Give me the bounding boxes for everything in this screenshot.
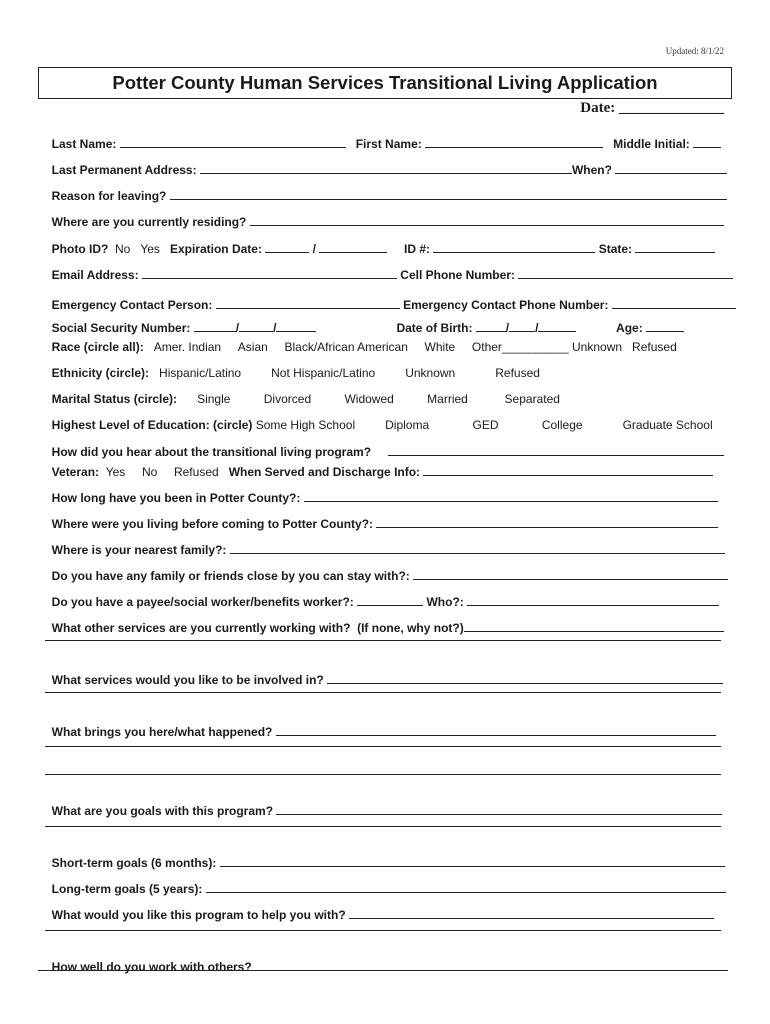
education-option[interactable]: GED [472,418,499,432]
marital-row [45,378,560,406]
friends-row [45,554,728,583]
reason-row [45,174,727,203]
race-option[interactable]: White [424,340,456,354]
race-label: Race (circle all): [51,340,144,354]
dob-label: Date of Birth: [396,321,473,335]
brings-label: What brings you here/what happened? [51,725,273,739]
goals-input[interactable] [276,803,722,815]
marital-option[interactable]: Divorced [263,392,312,406]
family-label: Where is your nearest family?: [51,543,227,557]
last-name-label: Last Name: [51,137,117,151]
id-number-input[interactable] [433,241,595,253]
brings-row [45,710,716,739]
ethnicity-option[interactable]: Refused [495,366,540,380]
answer-line[interactable] [45,930,721,931]
ethnicity-option[interactable]: Not Hispanic/Latino [271,366,376,380]
answer-line[interactable] [45,746,721,747]
cell-phone-label: Cell Phone Number: [400,268,515,282]
expiration-label: Expiration Date: [169,242,262,256]
like-services-label: What services would you like to be involved in? [51,673,324,687]
ssn-row: Social Security Number: / / Date of Birth: / / Age: [45,306,684,335]
answer-line[interactable] [45,692,721,693]
photo-id-yes[interactable]: Yes [140,242,160,256]
long-term-row [45,867,726,896]
how-long-input[interactable] [304,490,718,502]
race-option[interactable]: Refused [632,340,677,354]
goals-label: What are you goals with this program? [51,804,274,818]
friends-input[interactable] [413,568,728,580]
who-label: Who?: [426,595,464,609]
state-input[interactable] [635,241,715,253]
when-label: When? [571,163,612,177]
education-option[interactable]: Some High School [255,418,356,432]
name-row [45,122,721,151]
veteran-option[interactable]: No [141,465,158,479]
how-long-row [45,476,718,505]
marital-label: Marital Status (circle): [51,392,178,406]
family-input[interactable] [230,542,725,554]
expiration-month-input[interactable] [265,241,309,253]
marital-option[interactable]: Widowed [344,392,394,406]
id-number-label: ID #: [404,242,431,256]
education-option[interactable]: College [541,418,583,432]
marital-option[interactable]: Separated [504,392,560,406]
how-long-label: How long have you been in Potter County?: [51,491,301,505]
long-term-input[interactable] [206,881,726,893]
education-option[interactable]: Diploma [385,418,430,432]
before-input[interactable] [376,516,718,528]
reason-label: Reason for leaving? [51,189,167,203]
race-option[interactable]: Asian [237,340,268,354]
first-name-input[interactable] [425,136,603,148]
veteran-option[interactable]: Refused [173,465,219,479]
emergency-phone-label: Emergency Contact Phone Number: [403,298,609,312]
residing-label: Where are you currently residing? [51,215,247,229]
help-input[interactable] [349,907,714,919]
race-option[interactable]: Black/African American [284,340,408,354]
short-term-label: Short-term goals (6 months): [51,856,217,870]
residing-input[interactable] [250,214,724,226]
education-row [45,404,713,432]
email-input[interactable] [142,267,397,279]
ethnicity-row [45,352,540,380]
age-label: Age: [616,321,643,335]
like-services-row [45,658,723,687]
like-services-input[interactable] [327,672,723,684]
ethnicity-option[interactable]: Hispanic/Latino [159,366,242,380]
photo-id-label: Photo ID? [51,242,109,256]
photo-id-row: Photo ID? No Yes Expiration Date: / ID #: State: [45,227,715,256]
education-option[interactable]: Graduate School [622,418,713,432]
before-label: Where were you living before coming to Potter County?: [51,517,374,531]
last-name-input[interactable] [120,136,346,148]
answer-line[interactable] [45,774,721,775]
reason-input[interactable] [170,188,727,200]
address-row [45,148,727,177]
title-box [38,67,732,99]
friends-label: Do you have any family or friends close by you can stay with?: [51,569,410,583]
family-row [45,528,725,557]
when-input[interactable] [615,162,727,174]
other-services-input[interactable] [464,620,724,632]
veteran-row [45,450,713,479]
email-label: Email Address: [51,268,139,282]
ethnicity-label: Ethnicity (circle): [51,366,150,380]
race-option[interactable]: Other__________ [471,340,569,354]
ssn-label: Social Security Number: [51,321,191,335]
marital-option[interactable]: Married [427,392,468,406]
expiration-year-input[interactable] [319,241,387,253]
race-row [45,326,677,354]
served-input[interactable] [423,464,713,476]
state-label: State: [598,242,633,256]
answer-line[interactable] [45,826,721,827]
short-term-input[interactable] [220,855,725,867]
answer-line[interactable] [45,640,721,641]
long-term-label: Long-term goals (5 years): [51,882,203,896]
other-services-row [45,606,724,635]
ethnicity-option[interactable]: Unknown [405,366,456,380]
goals-row [45,789,722,818]
before-row [45,502,718,531]
veteran-option[interactable]: Yes [105,465,126,479]
middle-initial-input[interactable] [693,136,721,148]
date-field[interactable]: Date: ______________ [580,100,724,116]
address-label: Last Permanent Address: [51,163,197,177]
updated-date: Updated: 8/1/22 [665,46,724,56]
education-label: Highest Level of Education: (circle) [51,418,253,432]
race-option[interactable]: Unknown [572,340,623,354]
who-input[interactable] [467,594,719,606]
heard-label: How did you hear about the transitional living program? [51,445,372,459]
race-option[interactable]: Amer. Indian [153,340,222,354]
served-label: When Served and Discharge Info: [228,465,421,479]
cell-phone-input[interactable] [518,267,733,279]
residing-row [45,200,724,229]
short-term-row [45,841,725,870]
photo-id-no[interactable]: No [115,242,131,256]
help-row [45,893,714,922]
first-name-label: First Name: [355,137,422,151]
address-input[interactable] [200,162,572,174]
other-services-label: What other services are you currently working with? (If none, why not?) [51,621,464,635]
payee-input[interactable] [357,594,423,606]
brings-input[interactable] [276,724,716,736]
page-title: Potter County Human Services Transitional Living Application [112,72,658,93]
work-others-label: How well do you work with others? [51,960,252,974]
payee-label: Do you have a payee/social worker/benefits worker?: [51,595,354,609]
middle-initial-label: Middle Initial: [613,137,690,151]
payee-row [45,580,719,609]
emergency-contact-label: Emergency Contact Person: [51,298,213,312]
marital-option[interactable]: Single [197,392,231,406]
contact-row [45,253,733,282]
help-label: What would you like this program to help you with? [51,908,346,922]
bottom-rule [38,970,728,971]
veteran-label: Veteran: [51,465,100,479]
